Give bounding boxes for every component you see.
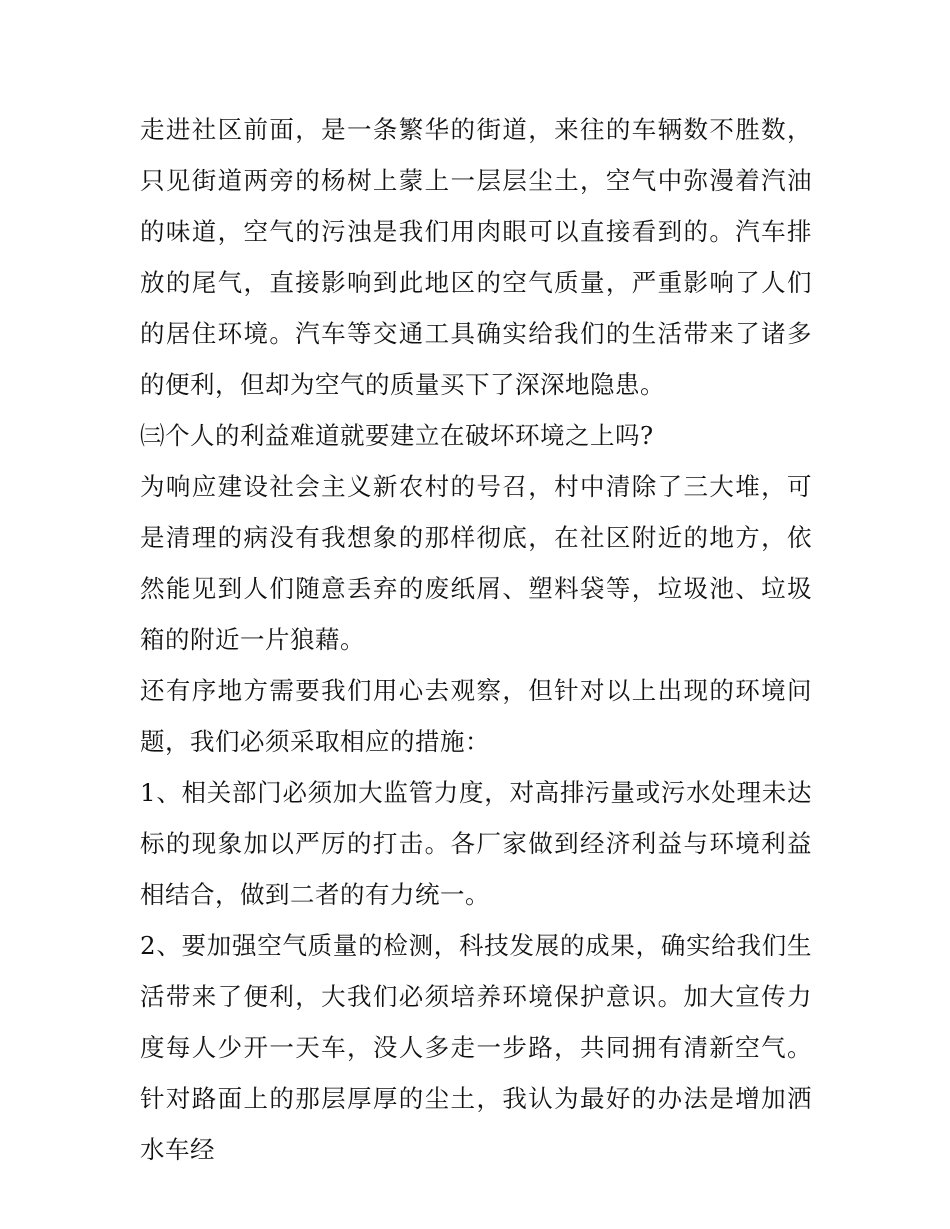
section-heading-personal-interest: ㈢个人的利益难道就要建立在破坏环境之上吗?	[140, 421, 654, 450]
paragraph-garbage-cleanup: 为响应建设社会主义新农村的号召，村中清除了三大堆，可是清理的病没有我想象的那样彻底，在社区附近的地方，依然能见到人们随意丢弃的废纸屑、塑料袋等，垃圾池、垃圾箱的附近一片狼藉。	[140, 472, 812, 654]
document-page	[140, 104, 812, 1175]
paragraph-street-pollution: 走进社区前面，是一条繁华的街道，来往的车辆数不胜数，只见街道两旁的杨树上蒙上一层层尘土，空气中弥漫着汽油的味道，空气的污浊是我们用肉眼可以直接看到的。汽车排放的尾气，直接影响到此地区的空气质量，严重影响了人们的居住环境。汽车等交通工具确实给我们的生活带来了诸多的便利，但却为空气的质量买下了深深地隐患。	[140, 115, 812, 399]
measure-item-1: 1、相关部门必须加大监管力度，对高排污量或污水处理未达标的现象加以严厉的打击。各厂家做到经济利益与环境利益相结合，做到二者的有力统一。	[140, 778, 812, 909]
paragraph-measures-intro: 还有序地方需要我们用心去观察，但针对以上出现的环境问题，我们必须采取相应的措施：	[140, 676, 812, 756]
measure-item-2: 2、要加强空气质量的检测，科技发展的成果，确实给我们生活带来了便利，大我们必须培养环境保护意识。加大宣传力度每人少开一天车，没人多走一步路，共同拥有清新空气。针对路面上的那层厚厚的尘土，我认为最好的办法是增加洒水车经	[140, 931, 812, 1164]
